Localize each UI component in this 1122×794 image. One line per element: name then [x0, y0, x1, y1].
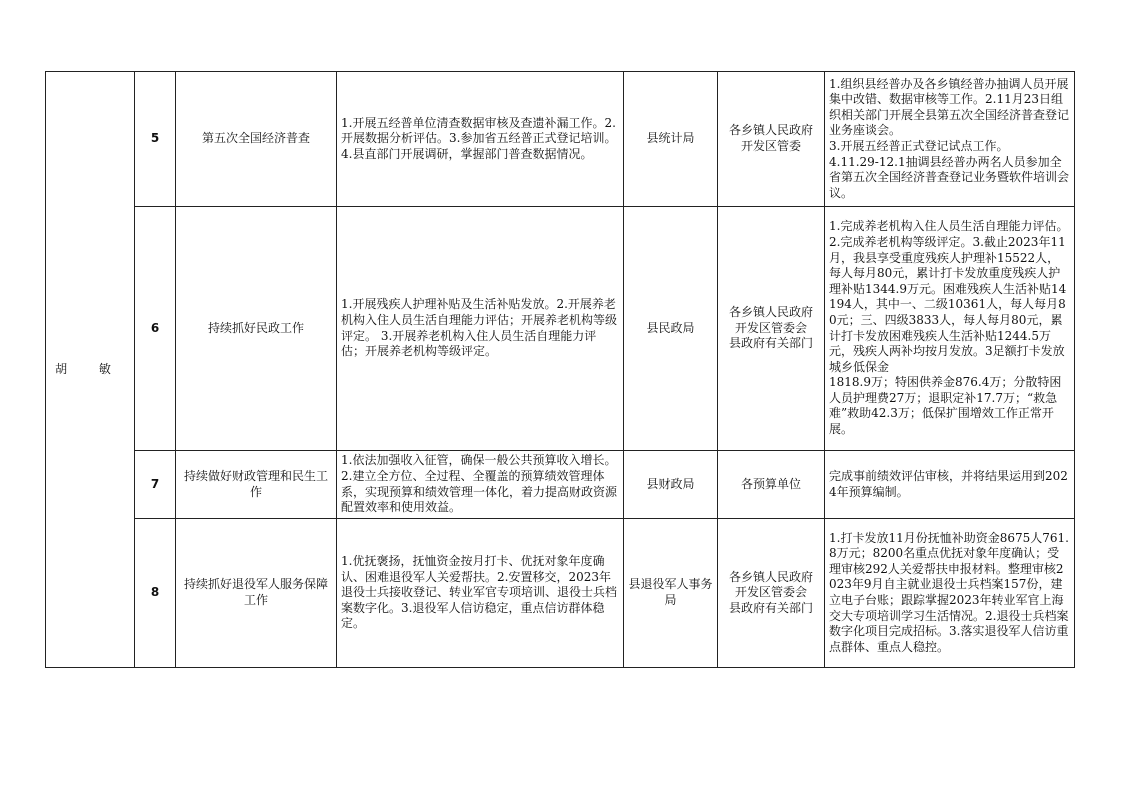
progress-status: 完成事前绩效评估审核，并将结果运用到2024年预算编制。 [825, 451, 1075, 519]
lead-unit: 县民政局 [624, 207, 718, 451]
task-content: 1.开展残疾人护理补贴及生活补贴发放。2.开展养老机构入住人员生活自理能力评估；开展养老机构等级评定。 3.开展养老机构入住人员生活自理能力评估；开展养老机构等级评定。 [337, 207, 624, 451]
lead-unit: 县财政局 [624, 451, 718, 519]
work-progress-table [45, 71, 1075, 668]
task-name: 持续抓好民政工作 [176, 207, 337, 451]
progress-status: 1.完成养老机构入住人员生活自理能力评估。2.完成养老机构等级评定。3.截止2023年11月，我县享受重度残疾人护理补15522人，每人每月80元，累计打卡发放重度残疾人护理补贴1344.9万元。困难残疾人生活补贴14194人，其中一、二级10361人，每人每月80元；三、四级3833人，每人每月80元，累计打卡发放困难残疾人生活补贴1244.5万元，残疾人两补均按月发放。3足额打卡发放城乡低保金 1818.9万；特困供养金876.4万；分散特困人员护理费27万；退职定补17.7万；“救急难”救助42.3万；低保扩围增效工作正常开展。 [825, 207, 1075, 451]
lead-unit: 县统计局 [624, 72, 718, 207]
table-row [46, 72, 1075, 207]
progress-status: 1.打卡发放11月份抚恤补助资金8675人761.8万元；8200名重点优抚对象年度确认；受理审核292人关爱帮扶申报材料。整理审核2023年9月自主就业退役士兵档案157份，建立电子台账；跟踪掌握2023年转业军官上海交大专项培训学习生活情况。2.退役士兵档案数字化项目完成招标。3.落实退役军人信访重点群体、重点人稳控。 [825, 519, 1075, 668]
responsible-person: 胡 敏 [46, 72, 135, 668]
cooperating-units: 各乡镇人民政府 开发区管委 [718, 72, 825, 207]
row-number: 5 [135, 72, 176, 207]
progress-status: 1.组织县经普办及各乡镇经普办抽调人员开展集中改错、数据审核等工作。2.11月23日组织相关部门开展全县第五次全国经济普查登记业务座谈会。 3.开展五经普正式登记试点工作。 4.11.29-12.1抽调县经普办两名人员参加全省第五次全国经济普查登记业务暨软件培训会议。 [825, 72, 1075, 207]
table-row [46, 519, 1075, 668]
task-name: 持续抓好退役军人服务保障工作 [176, 519, 337, 668]
cooperating-units: 各乡镇人民政府 开发区管委会 县政府有关部门 [718, 207, 825, 451]
task-content: 1.优抚褒扬，抚恤资金按月打卡、优抚对象年度确认、困难退役军人关爱帮扶。2.安置移交，2023年退役士兵接收登记、转业军官专项培训、退役士兵档案数字化。3.退役军人信访稳定，重点信访群体稳定。 [337, 519, 624, 668]
task-name: 持续做好财政管理和民生工作 [176, 451, 337, 519]
table-row [46, 207, 1075, 451]
row-number: 6 [135, 207, 176, 451]
table-row [46, 451, 1075, 519]
row-number: 8 [135, 519, 176, 668]
task-name: 第五次全国经济普查 [176, 72, 337, 207]
lead-unit: 县退役军人事务局 [624, 519, 718, 668]
task-content: 1.依法加强收入征管，确保一般公共预算收入增长。2.建立全方位、全过程、全覆盖的预算绩效管理体系，实现预算和绩效管理一体化，着力提高财政资源配置效率和使用效益。 [337, 451, 624, 519]
cooperating-units: 各乡镇人民政府 开发区管委会 县政府有关部门 [718, 519, 825, 668]
task-content: 1.开展五经普单位清查数据审核及查遗补漏工作。2.开展数据分析评估。3.参加省五经普正式登记培训。4.县直部门开展调研，掌握部门普查数据情况。 [337, 72, 624, 207]
cooperating-units: 各预算单位 [718, 451, 825, 519]
row-number: 7 [135, 451, 176, 519]
